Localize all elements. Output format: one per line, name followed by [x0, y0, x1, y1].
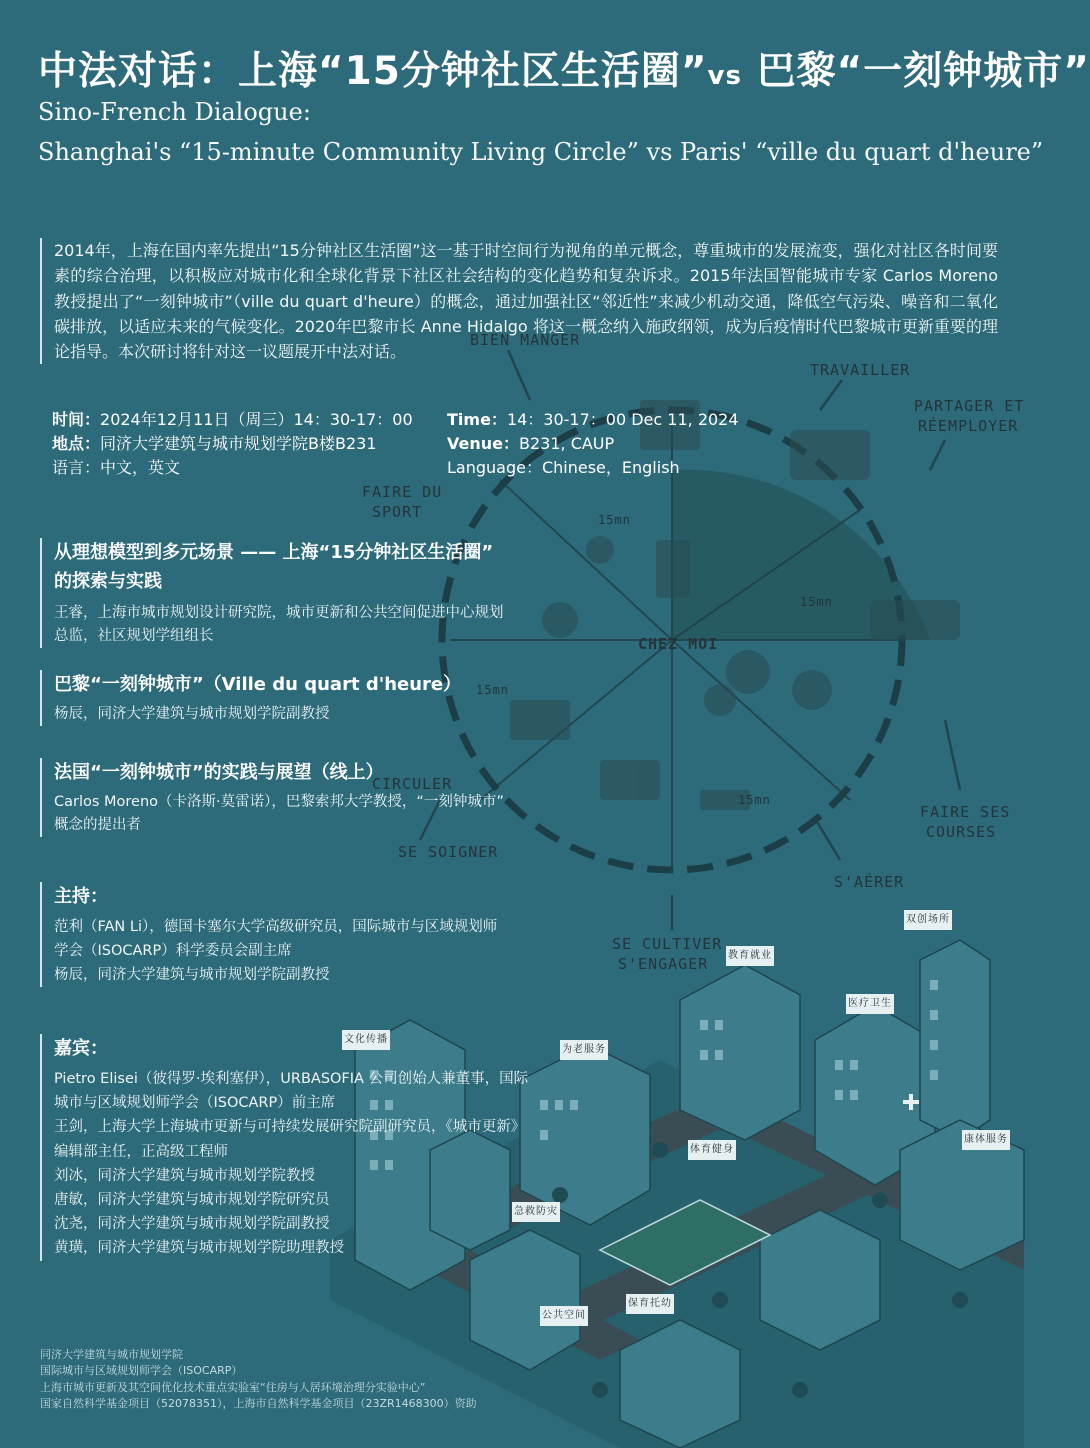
- guests-section: [40, 1034, 554, 1261]
- city-sign-childcare: 保育托幼: [626, 1294, 674, 1314]
- city-sign-innovation: 双创场所: [904, 910, 952, 930]
- city-sign-elderly: 为老服务: [560, 1040, 608, 1060]
- meta-venue-cn-label: 地点：: [52, 434, 101, 453]
- guest-line-1: Pietro Elisei（彼得罗·埃利塞伊），URBASOFIA 公司创始人兼董事，国际: [54, 1071, 529, 1087]
- meta-lang-en: [447, 456, 739, 480]
- meta-chinese: [52, 408, 413, 480]
- guest-line-3: 王剑，上海大学上海城市更新与可持续发展研究院副研究员，《城市更新》: [54, 1119, 526, 1136]
- talk-3-title-1: 法国“一刻钟城市”的实践与展望（线上）: [54, 762, 384, 783]
- meta-english: [447, 408, 739, 480]
- label-faire-courses-1: FAIRE SES: [920, 803, 1011, 821]
- footer-line-2: 国际城市与区域规划师学会（ISOCARP）: [40, 1364, 243, 1378]
- guest-line-6: 唐敏，同济大学建筑与城市规划学院研究员: [54, 1192, 330, 1209]
- guests-label: 嘉宾：: [54, 1038, 108, 1059]
- host-label: 主持：: [54, 886, 108, 907]
- label-faire-courses-2: COURSES: [926, 823, 997, 841]
- footer-line-3: 上海市城市更新及其空间优化技术重点实验室“住房与人居环境治理分实验中心”: [40, 1380, 426, 1394]
- meta-time-en: [447, 408, 739, 432]
- label-circuler: CIRCULER: [372, 775, 453, 793]
- label-15mn-bottom: 15mn: [738, 793, 771, 807]
- label-s-engager: S'ENGAGER: [618, 955, 709, 973]
- label-15mn-right: 15mn: [800, 595, 833, 609]
- title-english-line1: Sino-French Dialogue:: [38, 98, 311, 126]
- title-english-line2: Shanghai's “15-minute Community Living Circle” vs Paris' “ville du quart d'heure”: [38, 138, 1044, 166]
- meta-venue-en: [447, 432, 739, 456]
- meta-time-cn: [52, 408, 413, 432]
- city-sign-medical: 医疗卫生: [846, 994, 894, 1014]
- intro-paragraph: 2014年，上海在国内率先提出“15分钟社区生活圈”这一基于时空间行为视角的单元概念，尊重城市的发展流变，强化对社区各时间要素的综合治理，以积极应对城市化和全球化背景下社区社会结构的变化趋势和复杂诉求。2015年法国智能城市专家 Carlos Moreno 教授提出了“一刻钟城市”（ville du quart d'heure）的概念，通过加强社区“邻近性”来减少机动交通，降低空气污染、噪音和二氧化碳排放，以适应未来的气候变化。2020年巴黎市长 Anne Hidalgo 将这一概念纳入施政纲领，成为后疫情时代巴黎城市更新重要的理论指导。本次研讨将针对这一议题展开中法对话。: [40, 238, 998, 364]
- footer: [40, 1347, 477, 1412]
- label-chez-moi: CHEZ MOI: [638, 635, 719, 653]
- label-partager-2: RÉEMPLOYER: [918, 417, 1019, 435]
- label-se-soigner: SE SOIGNER: [398, 843, 499, 861]
- meta-time-en-label: Time：: [447, 410, 507, 429]
- footer-line-1: 同济大学建筑与城市规划学院: [40, 1348, 183, 1361]
- city-sign-sports: 体育健身: [688, 1140, 736, 1160]
- title-chinese-main: 中法对话：上海“15分钟社区生活圈”: [38, 49, 708, 94]
- meta-lang-cn-label: 语言：: [52, 458, 101, 477]
- host-line-2: 学会（ISOCARP）科学委员会副主席: [54, 943, 292, 959]
- city-sign-wellness: 康体服务: [962, 1130, 1010, 1150]
- label-15mn-top: 15mn: [598, 513, 631, 527]
- meta-venue-en-value: B231, CAUP: [519, 434, 615, 453]
- guest-line-5: 刘冰，同济大学建筑与城市规划学院教授: [54, 1167, 315, 1184]
- title-chinese-vs: vs: [707, 61, 742, 91]
- label-se-cultiver: SE CULTIVER: [612, 935, 723, 953]
- talk-1-title-2: 的探索与实践: [54, 571, 162, 592]
- talk-1-speaker-2: 总监，社区规划学组组长: [54, 628, 214, 644]
- host-section: [40, 882, 574, 987]
- meta-venue-cn-value: 同济大学建筑与城市规划学院B楼B231: [100, 434, 377, 453]
- guest-line-8: 黄璜，同济大学建筑与城市规划学院助理教授: [54, 1240, 344, 1257]
- city-sign-public-space: 公共空间: [540, 1306, 588, 1326]
- meta-lang-en-value: Chinese，English: [541, 458, 680, 477]
- talk-3-speaker-1: Carlos Moreno（卡洛斯·莫雷诺），巴黎索邦大学教授，“一刻钟城市”: [54, 794, 504, 810]
- host-line-3: 杨辰，同济大学建筑与城市规划学院副教授: [54, 967, 330, 983]
- meta-time-en-value: 14：30-17：00 Dec 11, 2024: [506, 410, 739, 429]
- talk-2-speaker-1: 杨辰，同济大学建筑与城市规划学院副教授: [54, 706, 330, 722]
- meta-lang-en-label: Language：: [447, 458, 542, 477]
- title-chinese: [38, 40, 1090, 96]
- label-partager-1: PARTAGER ET: [914, 397, 1025, 415]
- talk-3: [40, 758, 574, 837]
- footer-line-4: 国家自然科学基金项目（52078351），上海市自然科学基金项目（23ZR1468300）资助: [40, 1396, 477, 1410]
- talk-2: [40, 670, 574, 726]
- talk-1: [40, 538, 574, 648]
- title-chinese-tail: 巴黎“一刻钟城市”: [756, 49, 1090, 94]
- label-bien-manger: BIEN MANGER: [470, 331, 581, 349]
- city-sign-culture: 文化传播: [342, 1030, 390, 1050]
- city-sign-education: 教育就业: [726, 946, 774, 966]
- meta-lang-cn: [52, 456, 413, 480]
- talk-3-speaker-2: 概念的提出者: [54, 817, 141, 833]
- talk-1-speaker-1: 王睿，上海市城市规划设计研究院，城市更新和公共空间促进中心规划: [54, 605, 504, 621]
- meta-time-cn-label: 时间：: [52, 410, 101, 429]
- guest-line-2: 城市与区域规划师学会（ISOCARP）前主席: [54, 1095, 336, 1112]
- label-s-aerer: S'AÉRER: [834, 873, 905, 891]
- label-faire-sport-1: FAIRE DU: [362, 483, 443, 501]
- meta-venue-en-label: Venue：: [447, 434, 519, 453]
- label-travailler: TRAVAILLER: [810, 361, 911, 379]
- guest-line-4: 编辑部主任，正高级工程师: [54, 1143, 228, 1160]
- host-line-1: 范利（FAN Li），德国卡塞尔大学高级研究员，国际城市与区域规划师: [54, 919, 498, 935]
- label-15mn-left: 15mn: [476, 683, 509, 697]
- meta-time-cn-value: 2024年12月11日（周三）14：30-17：00: [100, 410, 413, 429]
- meta-venue-cn: [52, 432, 413, 456]
- meta-lang-cn-value: 中文，英文: [100, 458, 181, 477]
- label-faire-sport-2: SPORT: [372, 503, 423, 521]
- city-sign-emergency: 急救防灾: [512, 1202, 560, 1222]
- talk-2-title-1: 巴黎“一刻钟城市”（Ville du quart d'heure）: [54, 674, 462, 695]
- guest-line-7: 沈尧，同济大学建筑与城市规划学院副教授: [54, 1216, 330, 1233]
- talk-1-title-1: 从理想模型到多元场景 —— 上海“15分钟社区生活圈”: [54, 542, 494, 563]
